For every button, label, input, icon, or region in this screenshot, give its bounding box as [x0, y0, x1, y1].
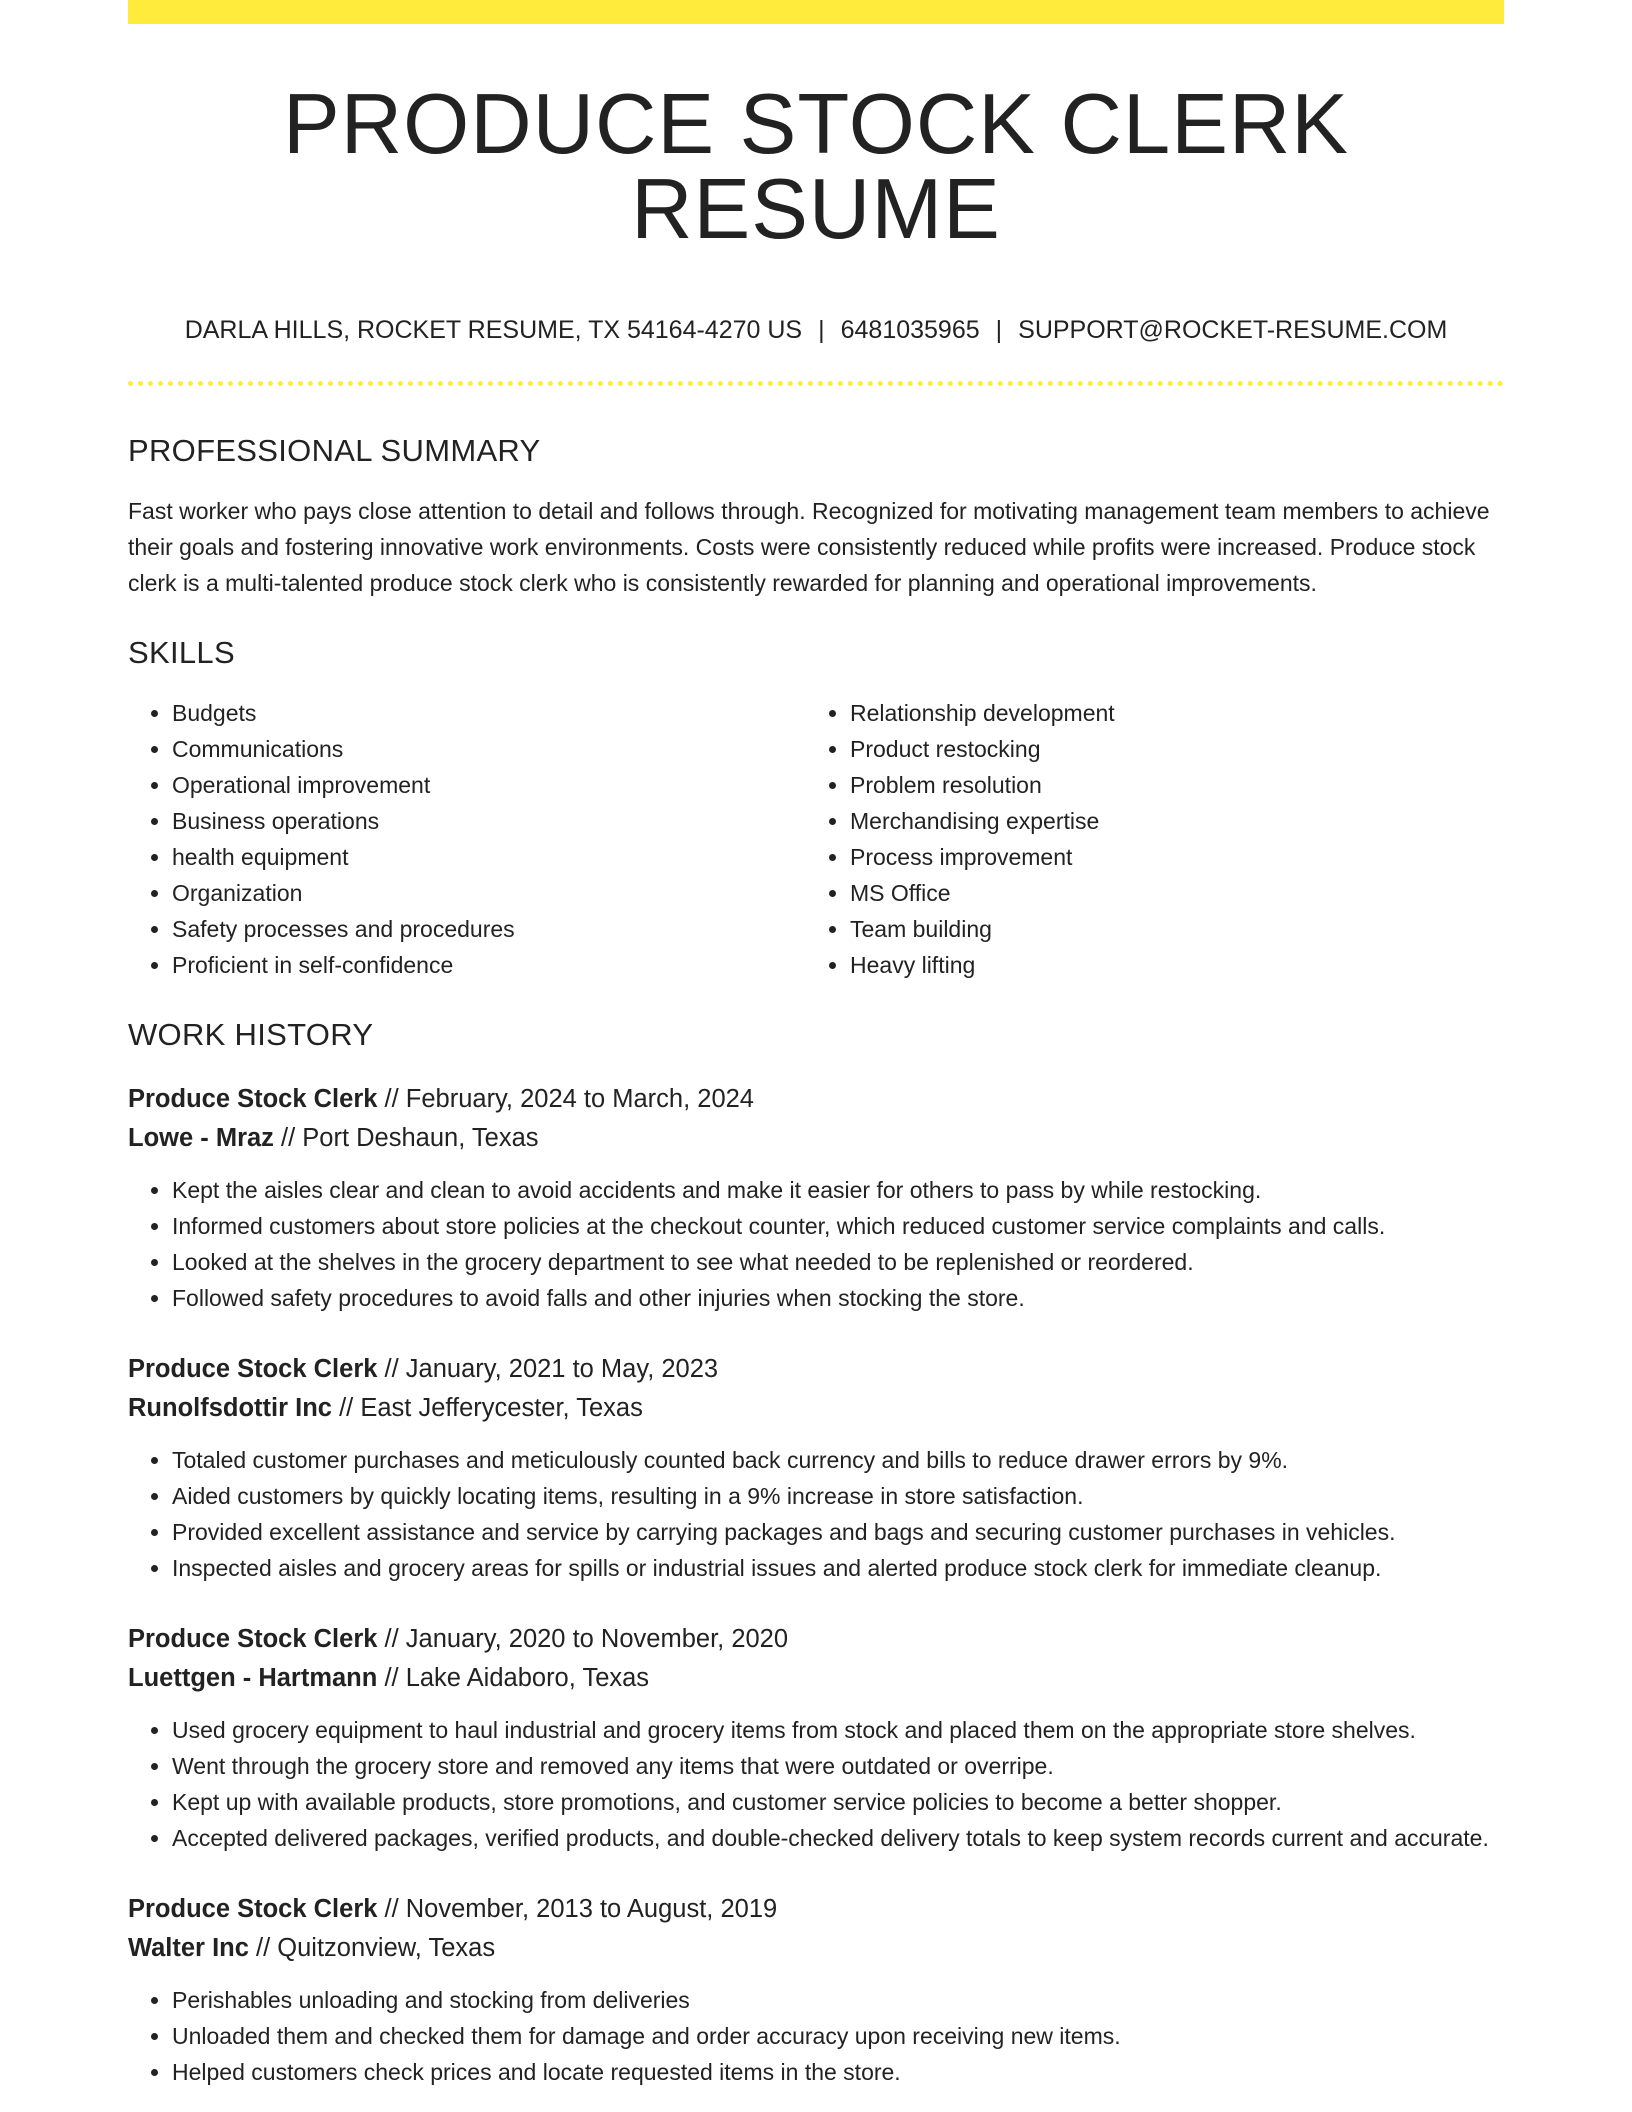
job-company: Runolfsdottir Inc [128, 1393, 332, 1422]
job-bullet: • Inspected aisles and grocery areas for spills or industrial issues and alerted produce stock clerk for immediate cleanup. [172, 1550, 1504, 1586]
job-bullet: • Kept the aisles clear and clean to avoid accidents and make it easier for others to pass by while restocking. [172, 1172, 1504, 1208]
contact-separator: | [995, 316, 1003, 344]
job-company-line [128, 1659, 1504, 1698]
job-bullet: • Provided excellent assistance and service by carrying packages and bags and securing customer purchases in vehicles. [172, 1514, 1504, 1550]
job-title-line [128, 1890, 1504, 1929]
job-location: // East Jefferycester, Texas [339, 1393, 643, 1422]
job-bullet: • Helped customers check prices and locate requested items in the store. [172, 2054, 1504, 2090]
summary-heading: PROFESSIONAL SUMMARY [128, 433, 541, 468]
job-bullet: • Informed customers about store policies at the checkout counter, which reduced customer service complaints and calls. [172, 1208, 1504, 1244]
job-bullet: • Followed safety procedures to avoid falls and other injuries when stocking the store. [172, 1280, 1504, 1316]
job-bullet: • Used grocery equipment to haul industrial and grocery items from stock and placed them on the appropriate store shelves. [172, 1712, 1504, 1748]
job-title-line [128, 1350, 1504, 1389]
job-company: Lowe - Mraz [128, 1123, 274, 1152]
job-entry [128, 1620, 1504, 1856]
job-title-line [128, 1080, 1504, 1119]
job-bullet: • Accepted delivered packages, verified products, and double-checked delivery totals to keep system records current and accurate. [172, 1820, 1504, 1856]
job-company-line [128, 1119, 1504, 1158]
skill-item: • Merchandising expertise [850, 803, 1484, 839]
skill-item: • Budgets [172, 695, 806, 731]
job-bullet: • Totaled customer purchases and meticulously counted back currency and bills to reduce drawer errors by 9%. [172, 1442, 1504, 1478]
job-entry [128, 1350, 1504, 1586]
job-bullet: • Unloaded them and checked them for damage and order accuracy upon receiving new items. [172, 2018, 1504, 2054]
accent-bar [128, 0, 1504, 24]
skill-item: • Process improvement [850, 839, 1484, 875]
skill-item: • Product restocking [850, 731, 1484, 767]
skill-item: • Operational improvement [172, 767, 806, 803]
job-dates: // November, 2013 to August, 2019 [384, 1894, 778, 1923]
contact-address: DARLA HILLS, ROCKET RESUME, TX 54164-4270 US [184, 316, 803, 344]
resume-title: PRODUCE STOCK CLERK RESUME [283, 77, 1349, 257]
job-company: Walter Inc [128, 1933, 249, 1962]
work-history-heading: WORK HISTORY [128, 1017, 374, 1053]
job-bullet: • Aided customers by quickly locating items, resulting in a 9% increase in store satisfaction. [172, 1478, 1504, 1514]
job-company-line [128, 1389, 1504, 1428]
job-title-line [128, 1620, 1504, 1659]
skill-item: • Business operations [172, 803, 806, 839]
skill-item: • Proficient in self-confidence [172, 947, 806, 983]
skill-item: • Problem resolution [850, 767, 1484, 803]
skills-column-left [128, 695, 806, 983]
job-entry [128, 1890, 1504, 2090]
summary-text: Fast worker who pays close attention to detail and follows through. Recognized for motivating management team members to achieve their goals and fostering innovative work environments. Costs were consistently reduced while profits were increased. Produce stock clerk is a multi-talented produce stock clerk who is consistently rewarded for planning and operational improvements. [128, 498, 1490, 597]
skill-item: • Safety processes and procedures [172, 911, 806, 947]
job-title: Produce Stock Clerk [128, 1624, 378, 1653]
skill-item: • Organization [172, 875, 806, 911]
skills-heading: SKILLS [128, 635, 235, 671]
skills-list [128, 695, 1504, 983]
skill-item: • Relationship development [850, 695, 1484, 731]
job-entry [128, 1080, 1504, 1316]
skill-item: • Team building [850, 911, 1484, 947]
contact-line [128, 315, 1504, 345]
job-location: // Quitzonview, Texas [256, 1933, 496, 1962]
job-title: Produce Stock Clerk [128, 1084, 378, 1113]
job-bullet: • Looked at the shelves in the grocery department to see what needed to be replenished or reordered. [172, 1244, 1504, 1280]
contact-separator: | [818, 316, 825, 344]
job-bullet: • Went through the grocery store and removed any items that were outdated or overripe. [172, 1748, 1504, 1784]
skills-column-right [806, 695, 1484, 983]
job-company-line [128, 1929, 1504, 1968]
resume-page [128, 0, 1504, 2090]
job-dates: // January, 2020 to November, 2020 [384, 1624, 789, 1653]
contact-email: SUPPORT@ROCKET-RESUME.COM [1018, 316, 1448, 344]
skill-item: • MS Office [850, 875, 1484, 911]
job-dates: // February, 2024 to March, 2024 [384, 1084, 754, 1113]
job-location: // Port Deshaun, Texas [281, 1123, 539, 1152]
job-bullets [128, 1982, 1504, 2090]
job-title: Produce Stock Clerk [128, 1354, 378, 1383]
job-bullets [128, 1442, 1504, 1586]
job-bullets [128, 1172, 1504, 1316]
job-title: Produce Stock Clerk [128, 1894, 378, 1923]
job-location: // Lake Aidaboro, Texas [384, 1663, 650, 1692]
job-bullet: • Perishables unloading and stocking from deliveries [172, 1982, 1504, 2018]
dotted-divider [128, 381, 1504, 386]
job-dates: // January, 2021 to May, 2023 [384, 1354, 719, 1383]
job-bullet: • Kept up with available products, store promotions, and customer service policies to become a better shopper. [172, 1784, 1504, 1820]
skill-item: • Heavy lifting [850, 947, 1484, 983]
skill-item: • Communications [172, 731, 806, 767]
contact-phone: 6481035965 [840, 316, 980, 344]
job-bullets [128, 1712, 1504, 1856]
skill-item: • health equipment [172, 839, 806, 875]
job-company: Luettgen - Hartmann [128, 1663, 378, 1692]
